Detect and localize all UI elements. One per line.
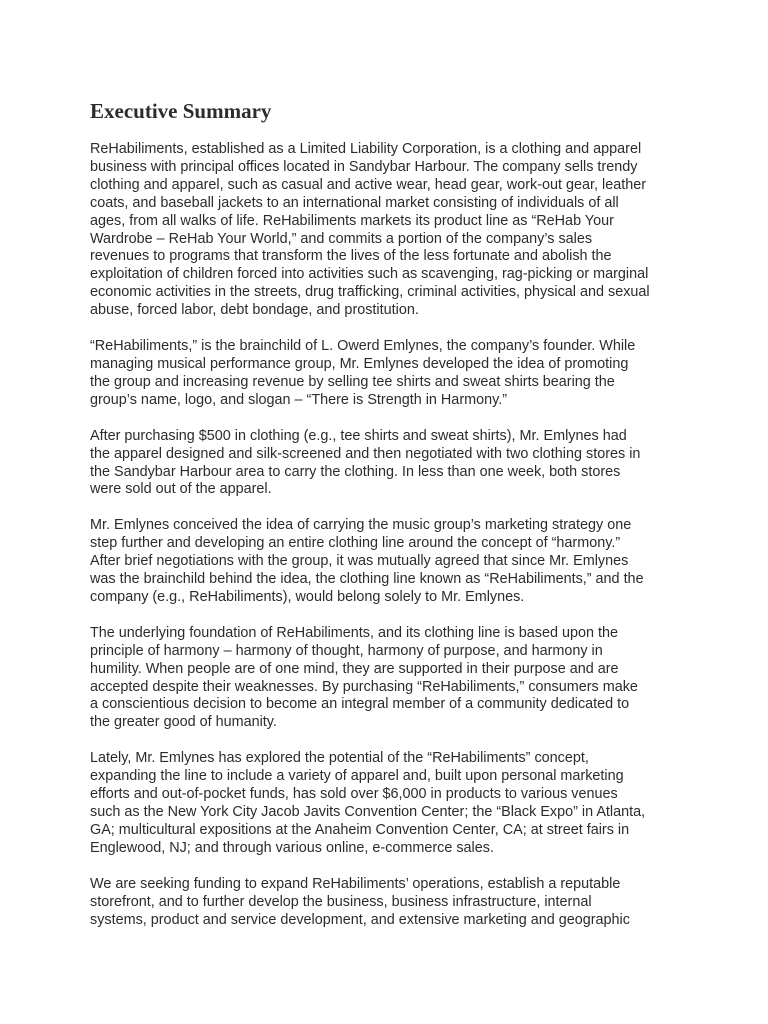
text-line: the Sandybar Harbour area to carry the clothing. In less than one week, both stores	[90, 463, 621, 480]
text-line: expanding the line to include a variety of apparel and, built upon personal marketing	[90, 768, 624, 785]
text-line: Englewood, NJ; and through various online, e-commerce sales.	[90, 839, 494, 856]
text-line: company (e.g., ReHabiliments), would belong solely to Mr. Emlynes.	[90, 588, 525, 605]
text-line: was the brainchild behind the idea, the clothing line known as “ReHabiliments,” and the	[90, 571, 644, 588]
page-title: Executive Summary	[90, 99, 272, 123]
paragraph	[90, 338, 690, 410]
text-line: Wardrobe – ReHab Your World,” and commits a portion of the company’s sales	[90, 230, 593, 247]
document-page	[90, 98, 690, 947]
text-line: the group and increasing revenue by selling tee shirts and sweat shirts bearing the	[90, 373, 615, 390]
text-line: coats, and baseball jackets to an international market consisting of individuals of all	[90, 194, 619, 211]
paragraph	[90, 517, 690, 607]
text-line: Mr. Emlynes conceived the idea of carrying the music group’s marketing strategy one	[90, 517, 632, 534]
text-line: efforts and out-of-pocket funds, has sold over $6,000 in products to various venues	[90, 786, 618, 803]
text-line: ages, from all walks of life. ReHabiliments markets its product line as “ReHab Your	[90, 212, 614, 229]
text-line: the apparel designed and silk-screened and then negotiated with two clothing stores in	[90, 445, 641, 462]
text-line: revenues to programs that transform the lives of the less fortunate and abolish the	[90, 248, 612, 265]
paragraph	[90, 141, 690, 320]
text-line: managing musical performance group, Mr. Emlynes developed the idea of promoting	[90, 355, 629, 372]
text-line: exploitation of children forced into activities such as scavenging, rag-picking or marginal	[90, 266, 649, 283]
document-body	[90, 141, 690, 929]
text-line: ReHabiliments, established as a Limited Liability Corporation, is a clothing and apparel	[90, 141, 642, 157]
text-line: After brief negotiations with the group, it was mutually agreed that since Mr. Emlynes	[90, 553, 629, 570]
text-line: GA; multicultural expositions at the Anaheim Convention Center, CA; at street fairs in	[90, 821, 630, 838]
text-line: principle of harmony – harmony of thought, harmony of purpose, and harmony in	[90, 642, 603, 659]
text-line: systems, product and service development, and extensive marketing and geographic	[90, 911, 630, 928]
paragraph	[90, 428, 690, 500]
paragraph	[90, 625, 690, 732]
text-line: step further and developing an entire clothing line around the concept of “harmony.”	[90, 535, 621, 552]
text-line: storefront, and to further develop the business, business infrastructure, internal	[90, 893, 592, 910]
text-line: such as the New York City Jacob Javits Convention Center; the “Black Expo” in Atlanta,	[90, 804, 646, 820]
text-line: the greater good of humanity.	[90, 714, 277, 731]
text-line: Lately, Mr. Emlynes has explored the potential of the “ReHabiliments” concept,	[90, 750, 589, 767]
text-line: clothing and apparel, such as casual and active wear, head gear, work-out gear, leather	[90, 176, 646, 193]
paragraph	[90, 876, 690, 930]
text-line: “ReHabiliments,” is the brainchild of L. Owerd Emlynes, the company’s founder. While	[90, 338, 636, 355]
text-line: We are seeking funding to expand ReHabiliments’ operations, establish a reputable	[90, 875, 621, 892]
text-line: abuse, forced labor, debt bondage, and prostitution.	[90, 302, 419, 319]
text-line: accepted despite their weaknesses. By purchasing “ReHabiliments,” consumers make	[90, 678, 638, 695]
text-line: economic activities in the streets, drug trafficking, criminal activities, physical and sexual	[90, 284, 650, 301]
text-line: After purchasing $500 in clothing (e.g., tee shirts and sweat shirts), Mr. Emlynes had	[90, 427, 627, 444]
text-line: The underlying foundation of ReHabiliments, and its clothing line is based upon the	[90, 624, 618, 641]
text-line: humility. When people are of one mind, they are supported in their purpose and are	[90, 660, 619, 677]
text-line: a conscientious decision to become an integral member of a community dedicated to	[90, 696, 630, 713]
paragraph	[90, 750, 690, 857]
text-line: were sold out of the apparel.	[90, 481, 272, 498]
text-line: business with principal offices located in Sandybar Harbour. The company sells trendy	[90, 158, 638, 175]
text-line: group’s name, logo, and slogan – “There is Strength in Harmony.”	[90, 391, 508, 408]
